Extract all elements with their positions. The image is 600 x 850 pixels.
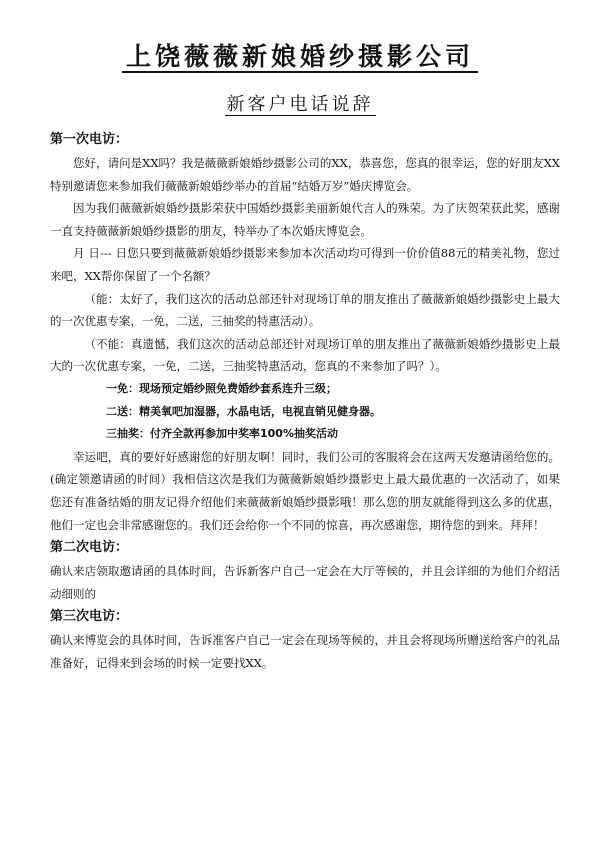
paragraph-gift-offer: 月 日--- 日您只要到薇薇新娘婚纱摄影来参加本次活动均可得到一价价值88元的精美礼物，您过来吧，XX帮你保留了一个名额？: [50, 246, 560, 283]
gift-item-lottery: 三抽奖：付齐全款再参加中奖率100%抽奖活动: [106, 427, 338, 441]
gift-item-giveaways: 二送：精美氧吧加湿器，水晶电话，电视直销见健身器。: [106, 404, 381, 418]
gift-item-free-upgrade: 一免：现场预定婚纱照免费婚纱套系连升三级；: [106, 381, 337, 395]
paragraph-closing: 幸运吧，真的要好好感谢您的好朋友啊！同时，我们公司的客服将会在这两天发邀请函给您的。(确定领邀请函的时间）我相信这次是我们为薇薇新娘婚纱摄影史上最大最优惠的一次活动了，如果您还有准备结婚的朋友记得介绍他们来薇薇新娘婚纱摄影哦！那么您的朋友就能得到这么多的优惠，他们一定也会非常感谢您的。我们还会给你一个不同的惊喜，再次感谢您，期待您的到来。拜拜！: [50, 449, 560, 532]
paragraph-no-response: （不能：真遗憾，我们这次的活动总部还针对现场订单的朋友推出了薇薇新娘婚纱摄影史上最大的一次优惠专案，一免，二送，三抽奖特惠活动，您真的不来参加了吗？）。: [50, 336, 560, 374]
document-title-text: 上饶薇薇新娘婚纱摄影公司: [122, 42, 478, 73]
paragraph-yes-response: （能：太好了，我们这次的活动总部还针对现场订单的朋友推出了薇薇新娘婚纱摄影史上最大的一次优惠专案，一免，二送，三抽奖的特惠活动）。: [50, 291, 560, 329]
document-subtitle: [0, 92, 600, 118]
paragraph-third-call: 确认来博览会的具体时间，告诉准客户自己一定会在现场等候的，并且会将现场所赠送给客户的礼品准备好，记得来到会场的时候一定要找XX。: [50, 633, 560, 670]
paragraph-greeting: 您好，请问是XX吗？我是薇薇新娘婚纱摄影公司的XX，恭喜您，您真的很幸运，您的好朋友XX特别邀请您来参加我们薇薇新娘婚纱举办的首届“结婚万岁”婚庆博览会。: [50, 156, 560, 193]
document-body: [50, 128, 560, 674]
paragraph-second-call: 确认来店领取邀请函的具体时间，告诉新客户自己一定会在大厅等候的，并且会详细的为他们介绍活动细则的: [50, 564, 560, 601]
section-heading-second-call: 第二次电访：: [50, 540, 129, 556]
paragraph-award: 因为我们薇薇新娘婚纱摄影荣获中国婚纱摄影美丽新娘代言人的殊荣。为了庆贺荣获此奖，感谢一直支持薇薇新娘婚纱摄影的朋友，特举办了本次婚庆博览会。: [50, 201, 560, 238]
document-subtitle-text: 新客户电话说辞: [226, 94, 374, 115]
document-title: [0, 40, 600, 74]
section-heading-first-call: 第一次电访：: [50, 132, 129, 147]
section-heading-third-call: 第三次电访：: [50, 609, 129, 625]
